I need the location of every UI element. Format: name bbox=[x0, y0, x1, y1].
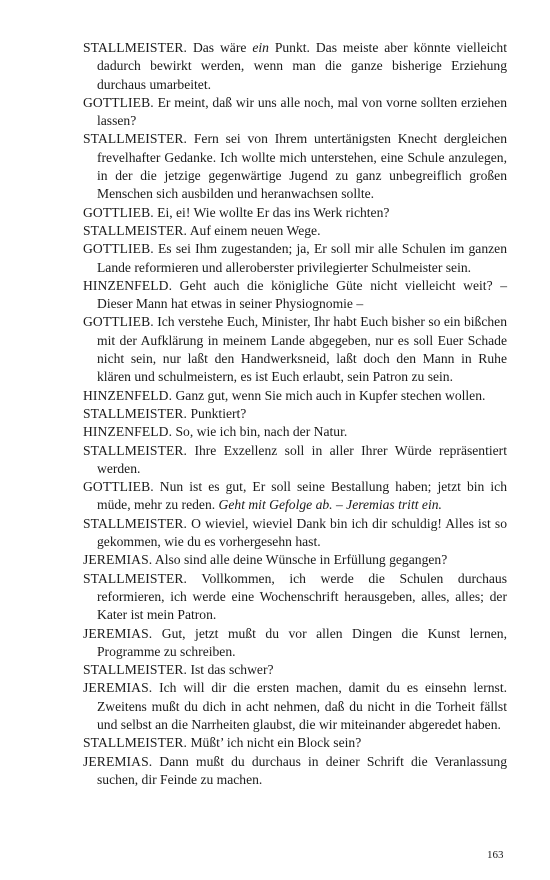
speaker-name: HINZENFELD. bbox=[83, 277, 173, 293]
speech-text: Geht auch die königliche Güte nicht vielleicht weit? – Dieser Mann hat etwas in seiner Physiognomie – bbox=[97, 277, 507, 312]
speech-text: Punkt. Das meiste aber könnte vielleicht dadurch bewirkt werden, wenn man die ganze bisherige Erziehung durchaus umarbeitet. bbox=[97, 40, 508, 92]
speech-block bbox=[83, 570, 507, 625]
speech-block bbox=[83, 423, 507, 441]
speech-block bbox=[83, 39, 507, 94]
speaker-name: HINZENFELD. bbox=[83, 387, 173, 403]
speaker-name: STALLMEISTER. bbox=[83, 662, 188, 678]
speech-block bbox=[83, 734, 507, 752]
speech-text: O wieviel, wieviel Dank bin ich dir schuldig! Alles ist so gekommen, wie du es vorhergesehn hast. bbox=[97, 515, 507, 550]
speech-block bbox=[83, 94, 507, 131]
speech-block bbox=[83, 478, 507, 515]
speaker-name: STALLMEISTER. bbox=[83, 40, 188, 55]
speech-text: Ist das schwer? bbox=[187, 662, 274, 678]
speech-block bbox=[83, 753, 507, 790]
speaker-name: STALLMEISTER. bbox=[83, 442, 188, 458]
speech-block bbox=[83, 387, 507, 405]
speaker-name: JEREMIAS. bbox=[83, 680, 153, 696]
speaker-name: JEREMIAS. bbox=[83, 552, 153, 568]
speech-block bbox=[83, 130, 507, 203]
speaker-name: STALLMEISTER. bbox=[83, 515, 188, 531]
speaker-name: STALLMEISTER. bbox=[83, 735, 188, 751]
speech-text: Das wäre bbox=[187, 40, 253, 55]
speech-text: Es sei Ihm zugestanden; ja, Er soll mir alle Schulen im ganzen Lande reformieren und alleroberster privilegierter Schulmeister sein. bbox=[97, 241, 507, 275]
speech-text: Ich verstehe Euch, Minister, Ihr habt Euch bisher so ein bißchen mit der Aufklärung in meinem Lande abgegeben, nur es soll Euer Schade nicht sein, nur laßt den Handwerksneid, laßt doch den Mann in Ruhe klären und schulmeistern, es ist Euch erlaubt, sein Patron zu sein. bbox=[97, 314, 507, 385]
speech-block bbox=[83, 442, 507, 479]
speaker-name: GOTTLIEB. bbox=[83, 204, 154, 220]
speech-text: Er meint, daß wir uns alle noch, mal von vorne sollten erziehen lassen? bbox=[97, 94, 507, 129]
speech-block bbox=[83, 222, 507, 240]
speech-block bbox=[83, 661, 507, 679]
speech-block bbox=[83, 313, 507, 386]
speech-text: So, wie ich bin, nach der Natur. bbox=[172, 424, 348, 440]
speaker-name: STALLMEISTER. bbox=[83, 570, 188, 586]
speech-block bbox=[83, 515, 507, 552]
speech-text: Müßt’ ich nicht ein Block sein? bbox=[187, 735, 362, 751]
speech-block bbox=[83, 240, 507, 277]
emphasis-text: ein bbox=[252, 40, 269, 55]
speaker-name: STALLMEISTER. bbox=[83, 405, 188, 421]
speech-text: Auf einem neuen Wege. bbox=[187, 222, 321, 238]
speech-text: Punktiert? bbox=[187, 405, 247, 421]
page-number: 163 bbox=[487, 849, 504, 861]
speaker-name: GOTTLIEB. bbox=[83, 479, 154, 495]
speaker-name: GOTTLIEB. bbox=[83, 94, 154, 110]
speech-block bbox=[83, 405, 507, 423]
speaker-name: JEREMIAS. bbox=[83, 753, 153, 769]
speech-block bbox=[83, 551, 507, 569]
speech-block bbox=[83, 277, 507, 314]
speaker-name: STALLMEISTER. bbox=[83, 222, 188, 238]
speech-text: Dann mußt du durchaus in deiner Schrift die Veranlassung suchen, dir Feinde zu machen. bbox=[97, 753, 507, 787]
speech-block bbox=[83, 625, 507, 662]
speech-text: Gut, jetzt mußt du vor allen Dingen die Kunst lernen, Programme zu schreiben. bbox=[97, 625, 507, 659]
speech-text: Fern sei von Ihrem untertänigsten Knecht dergleichen frevelhafter Gedanke. Ich wollte mich unterstehen, eine Schule anzulegen, in der die jetzige gegenwärtige Jugend zu ganz unbegreiflich großen Menschen sich ausbilden und heranwachsen sollte. bbox=[97, 131, 507, 202]
speech-text: Ei, ei! Wie wollte Er das ins Werk richten? bbox=[153, 204, 390, 220]
speech-block bbox=[83, 679, 507, 734]
speech-text: Ganz gut, wenn Sie mich auch in Kupfer stechen wollen. bbox=[172, 387, 486, 403]
speaker-name: JEREMIAS. bbox=[83, 625, 153, 641]
speaker-name: STALLMEISTER. bbox=[83, 131, 188, 147]
speaker-name: HINZENFELD. bbox=[83, 424, 173, 440]
speech-text: Also sind alle deine Wünsche in Erfüllung gegangen? bbox=[152, 552, 448, 568]
book-page-text bbox=[83, 39, 507, 789]
speech-text: Nun ist es gut, Er soll seine Bestallung haben; jetzt bin ich müde, mehr zu reden. bbox=[97, 479, 507, 513]
speaker-name: GOTTLIEB. bbox=[83, 314, 154, 330]
speech-text: Vollkommen, ich werde die Schulen durchaus reformieren, ich werde eine Wochenschrift herausgeben, alles, alles; der Kater ist mein Patron. bbox=[97, 570, 507, 623]
speaker-name: GOTTLIEB. bbox=[83, 241, 154, 257]
speech-block bbox=[83, 204, 507, 222]
stage-direction: Geht mit Gefolge ab. – Jeremias tritt ein. bbox=[218, 497, 442, 513]
speech-text: Ihre Exzellenz soll in aller Ihrer Würde repräsentiert werden. bbox=[97, 442, 507, 476]
speech-text: Ich will dir die ersten machen, damit du es einsehn lernst. Zweitens mußt du dich in acht nehmen, daß du nicht in die Torheit fällst und selbst an die Narrheiten glaubst, die wir miteinander abgeredet haben. bbox=[97, 680, 507, 732]
